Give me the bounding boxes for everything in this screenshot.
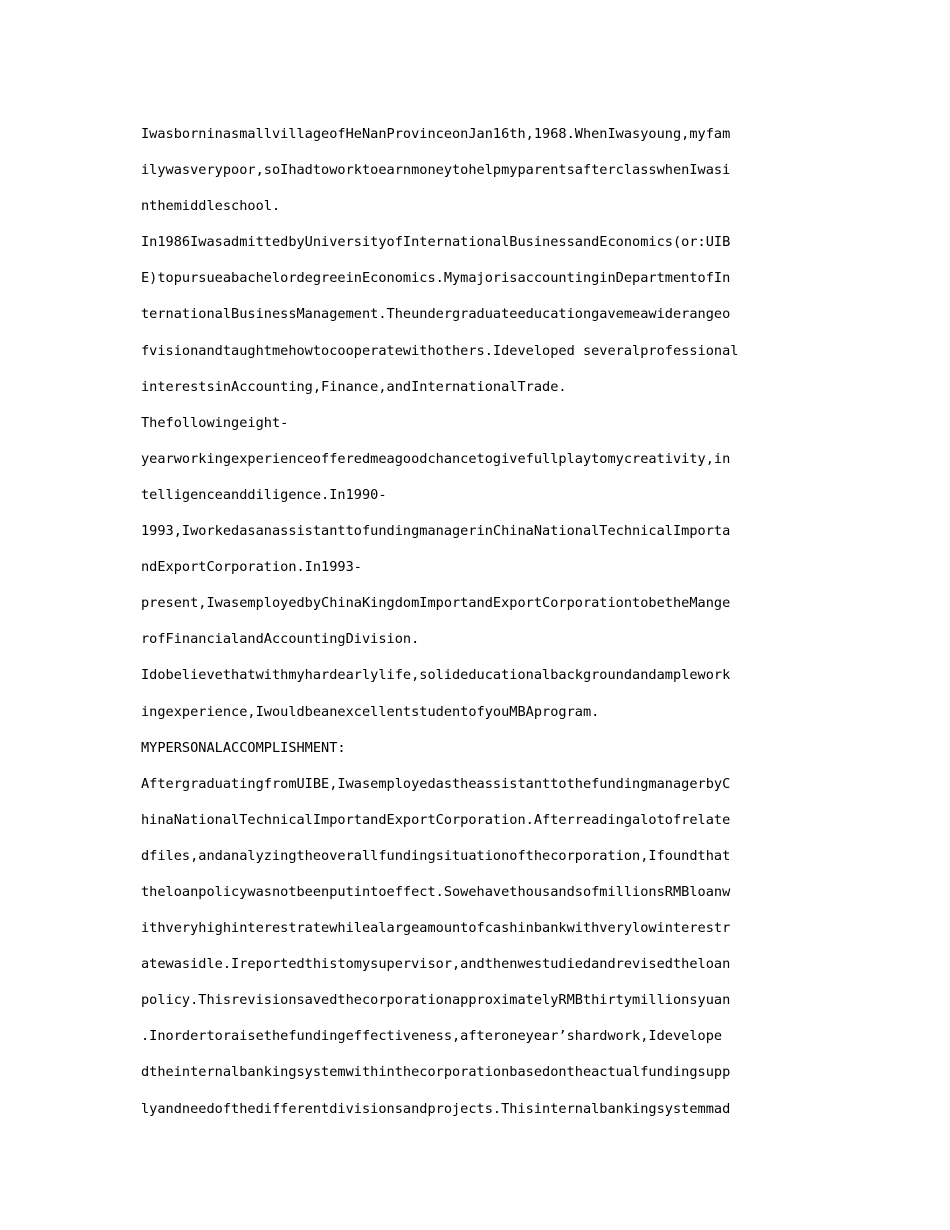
text-line: ternationalBusinessManagement.Theundergraduateeducationgavemeawiderangeo	[141, 306, 731, 323]
text-line: fvisionandtaughtmehowtocooperatewithothers.Ideveloped severalprofessional	[141, 342, 739, 359]
text-line: 1993,IworkedasanassistanttofundingmanagerinChinaNationalTechnicalImporta	[141, 523, 731, 540]
text-line: ilywasverypoor,soIhadtoworktoearnmoneytohelpmyparentsafterclasswhenIwasi	[141, 162, 731, 179]
text-line: telligenceanddiligence.In1990-	[141, 486, 387, 503]
text-line: hinaNationalTechnicalImportandExportCorporation.Afterreadingalotofrelate	[141, 811, 731, 828]
text-line: ithveryhighinterestratewhilealargeamountofcashinbankwithverylowinterestr	[141, 920, 731, 937]
text-line: dfiles,andanalyzingtheoverallfundingsituationofthecorporation,Ifoundthat	[141, 847, 731, 864]
text-line: rofFinancialandAccountingDivision.	[141, 631, 420, 648]
text-line: Idobelievethatwithmyhardearlylife,solideducationalbackgroundandamplework	[141, 667, 731, 684]
text-line: lyandneedofthedifferentdivisionsandprojects.Thisinternalbankingsystemmad	[141, 1100, 731, 1117]
text-line: theloanpolicywasnotbeenputintoeffect.SowehavethousandsofmillionsRMBloanw	[141, 883, 731, 900]
document-body-text	[141, 116, 813, 1127]
text-line: interestsinAccounting,Finance,andInternationalTrade.	[141, 378, 567, 395]
section-heading: MYPERSONALACCOMPLISHMENT:	[141, 739, 346, 756]
text-line: nthemiddleschool.	[141, 198, 281, 215]
text-line: Thefollowingeight-	[141, 414, 289, 431]
text-line: E)topursueabachelordegreeinEconomics.MymajorisaccountinginDepartmentofIn	[141, 270, 731, 287]
text-line: policy.ThisrevisionsavedthecorporationapproximatelyRMBthirtymillionsyuan	[141, 992, 731, 1009]
text-line: .Inordertoraisethefundingeffectiveness,afteroneyear’shardwork,Idevelope	[141, 1028, 723, 1045]
text-line: dtheinternalbankingsystemwithinthecorporationbasedontheactualfundingsupp	[141, 1064, 731, 1081]
text-line: ndExportCorporation.In1993-	[141, 559, 362, 576]
text-line: atewasidle.Ireportedthistomysupervisor,andthenwestudiedandrevisedtheloan	[141, 956, 731, 973]
text-line: present,IwasemployedbyChinaKingdomImportandExportCorporationtobetheMange	[141, 595, 731, 612]
text-line: yearworkingexperienceofferedmeagoodchancetogivefullplaytomycreativity,in	[141, 450, 731, 467]
text-line: ingexperience,IwouldbeanexcellentstudentofyouMBAprogram.	[141, 703, 600, 720]
text-line: In1986IwasadmittedbyUniversityofInternationalBusinessandEconomics(or:UIB	[141, 234, 731, 251]
text-line: AftergraduatingfromUIBE,IwasemployedastheassistanttothefundingmanagerbyC	[141, 775, 731, 792]
text-line: IwasborninasmallvillageofHeNanProvinceonJan16th,1968.WhenIwasyoung,myfam	[141, 126, 731, 142]
